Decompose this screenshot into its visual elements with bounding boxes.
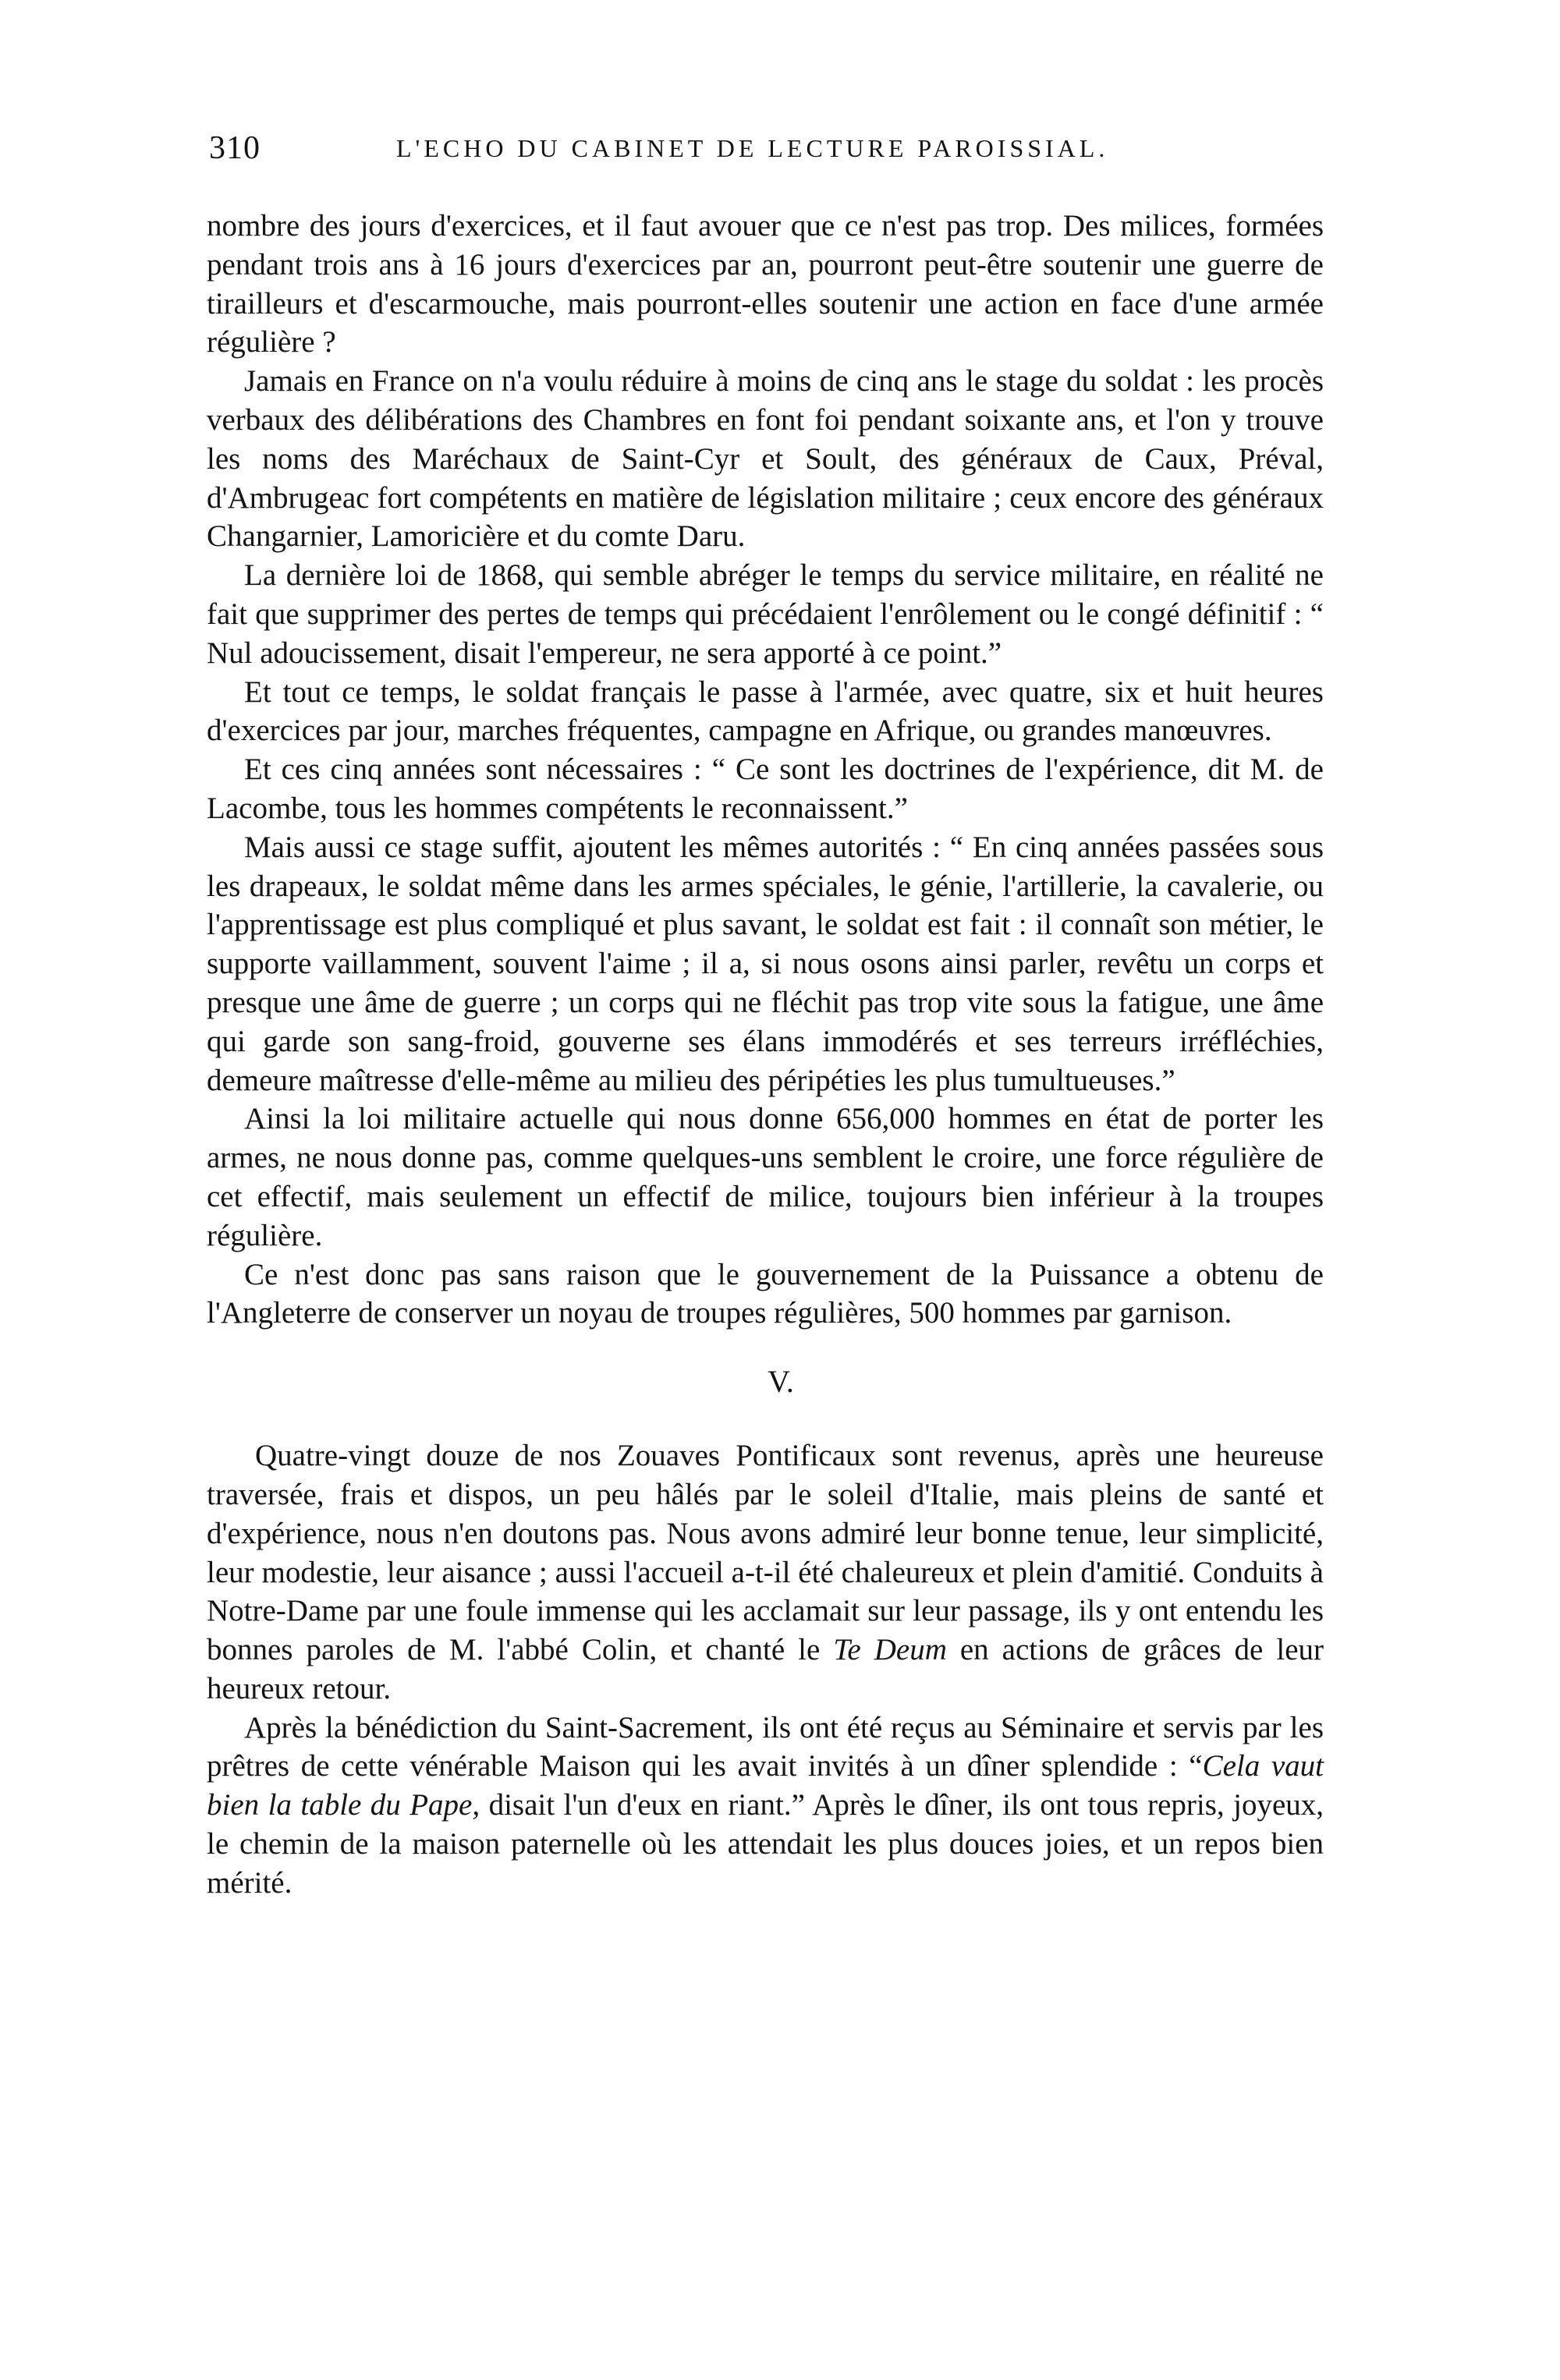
page-number: 310 (209, 130, 261, 166)
section-heading: V. (768, 1364, 794, 1400)
paragraph: Mais aussi ce stage suffit, ajoutent les mêmes autorités : “ En cinq années passées sous les drapeaux, le soldat même dans les armes spéciales, le génie, l'artillerie, la cavalerie, ou l'apprentissage est plus compliqué et plus savant, le soldat est fait : il connaît son métier, le supporte vaillamment, souvent l'aime ; il a, si nous osons ainsi parler, revêtu un corps et presque une âme de guerre ; un corps qui ne fléchit pas trop vite sous la fatigue, une âme qui garde son sang-froid, gouverne ses élans immodérés et ses terreurs irréfléchies, demeure maîtresse d'elle-même au milieu des péripéties les plus tumultueuses.” (207, 830, 1324, 1097)
page-header (209, 125, 1326, 172)
paragraph: Et tout ce temps, le soldat français le passe à l'armée, avec quatre, six et huit heures d'exercices par jour, marches fréquentes, campagne en Afrique, ou grandes manœuvres. (207, 675, 1324, 748)
paragraph-text: disait l'un d'eux en riant.” Après le dîner, ils ont tous repris, joyeux, le chemin de la maison paternelle où les attendait les plus douces joies, et un repos bien mérité. (207, 1788, 1324, 1900)
paragraph: Ce n'est donc pas sans raison que le gouvernement de la Puissance a obtenu de l'Angleterre de conserver un noyau de troupes régulières, 500 hommes par garnison. (207, 1257, 1324, 1330)
paragraph-continued: nombre des jours d'exercices, et il faut avouer que ce n'est pas trop. Des milices, formées pendant trois ans à 16 jours d'exercices par an, pourront peut-être soutenir une guerre de tirailleurs et d'escarmouche, mais pourront-elles soutenir une action en face d'une armée régulière ? (207, 209, 1324, 359)
paragraph-text: en actions de grâces de leur heureux retour. (207, 1633, 1324, 1705)
paragraph (207, 1436, 1324, 1709)
paragraph (207, 1709, 1324, 1903)
italic-title: Te Deum (833, 1633, 947, 1667)
paragraph: Et ces cinq années sont nécessaires : “ Ce sont les doctrines de l'expérience, dit M. de Lacombe, tous les hommes compétents le reconnaissent.” (207, 753, 1324, 825)
paragraph: La dernière loi de 1868, qui semble abréger le temps du service militaire, en réalité ne fait que supprimer des pertes de temps qui précédaient l'enrôlement ou le congé définitif : “ Nul adoucissement, disait l'empereur, ne sera apporté à ce point.” (207, 558, 1324, 670)
paragraph-text: Quatre-vingt douze de nos Zouaves Pontificaux sont revenus, après une heureuse traversée, frais et dispos, un peu hâlés par le soleil d'Italie, mais pleins de santé et d'expérience, nous n'en doutons pas. Nous avons admiré leur bonne tenue, leur simplicité, leur modestie, leur aisance ; aussi l'accueil a-t-il été chaleureux et plein d'amitié. Conduits à Notre-Dame par une foule immense qui les acclamait sur leur passage, ils y ont entendu les bonnes paroles de M. l'abbé Colin, et chanté le (207, 1439, 1324, 1667)
paragraph: Jamais en France on n'a voulu réduire à moins de cinq ans le stage du soldat : les procès verbaux des délibérations des Chambres en font foi pendant soixante ans, et l'on y trouve les noms des Maréchaux de Saint-Cyr et Soult, des généraux de Caux, Préval, d'Ambrugeac fort compétents en matière de législation militaire ; ceux encore des généraux Changarnier, Lamoricière et du comte Daru. (207, 364, 1324, 554)
page-body (207, 207, 1324, 1903)
italic-quote: Cela vaut bien la table du Pape, (207, 1749, 1324, 1822)
paragraph-text: Après la bénédiction du Saint-Sacrement, ils ont été reçus au Séminaire et servis par les prêtres de cette vénérable Maison qui les avait invités à un dîner splendide : “ (207, 1710, 1324, 1783)
running-title: L'ECHO DU CABINET DE LECTURE PAROISSIAL. (396, 134, 1109, 162)
paragraph: Ainsi la loi militaire actuelle qui nous donne 656,000 hommes en état de porter les armes, ne nous donne pas, comme quelques-uns semblent le croire, une force régulière de cet effectif, mais seulement un effectif de milice, toujours bien inférieur à la troupes régulière. (207, 1102, 1324, 1252)
